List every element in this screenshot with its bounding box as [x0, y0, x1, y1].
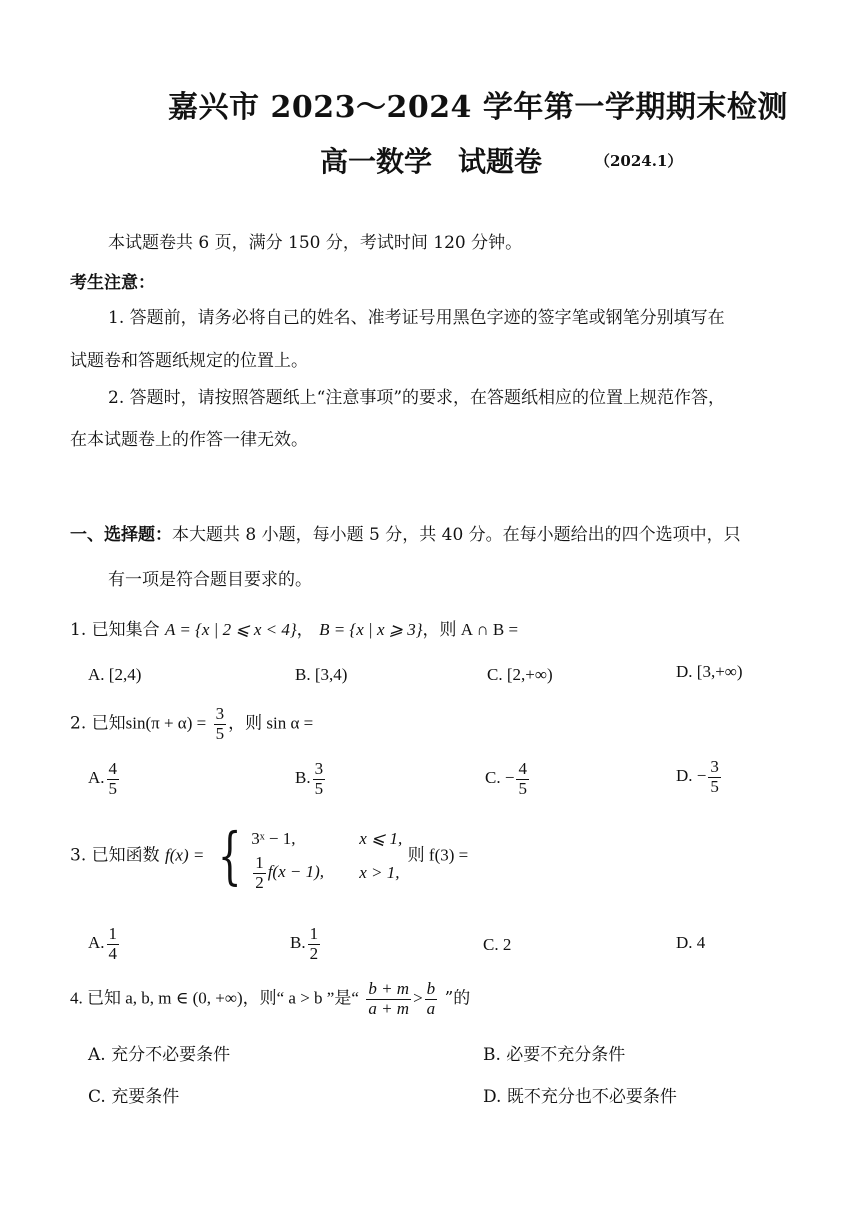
notice-item-1-line-1: 1. 答题前，请务必将自己的姓名、准考证号用黑色字迹的签字笔或钢笔分别填写在 [108, 308, 725, 328]
q4-option-b: B. 必要不充分条件 [483, 1045, 626, 1065]
q4-prefix: 4. 已知 a, b, m ∈ (0, +∞)，则“ a > b ”是“ [70, 988, 359, 1008]
q3-fx: f(x) = [165, 845, 205, 865]
q1-set-b: B = {x | x ⩾ 3} [319, 620, 423, 639]
q3-option-a: A. $\frac{1}{4}$ [88, 924, 118, 963]
paper-label: 试题卷 [458, 145, 543, 178]
q1-set-a: A = {x | 2 ⩽ x < 4} [165, 620, 297, 639]
notice-heading: 考生注意： [70, 273, 155, 293]
q3-piecewise: { 3ˣ − 1, x ⩽ 1, $\frac{1}{2}$ f(x − 1), x > 1, [217, 819, 403, 892]
q3-option-b: B. $\frac{1}{2}$ [290, 924, 319, 963]
q4-option-c: C. 充要条件 [88, 1087, 180, 1107]
q2-option-b: B. $\frac{3}{5}$ [295, 759, 324, 798]
notice-item-2-line-2: 在本试题卷上的作答一律无效。 [70, 430, 308, 450]
question-1 [70, 615, 518, 640]
q1-sep: ， [296, 620, 314, 640]
q4-suffix: ”的 [444, 988, 471, 1009]
q1-suffix: ，则 A ∩ B = [422, 620, 519, 639]
q2-suffix: ，则 sin α = [228, 713, 314, 733]
exam-title: 嘉兴市 2023～2024 学年第一学期期末检测 [168, 90, 788, 125]
q1-option-c: C. [2,+∞) [487, 665, 553, 684]
section-1-header [70, 520, 741, 545]
q3-suffix: 则 f(3) = [407, 845, 469, 865]
q2-option-d: D. − $\frac{3}{5}$ [676, 757, 719, 796]
q3-option-d: D. 4 [676, 933, 706, 952]
notice-item-1-line-2: 试题卷和答题纸规定的位置上。 [70, 351, 308, 371]
q2-lhs: sin(π + α) = [125, 713, 207, 733]
q4-option-d: D. 既不充分也不必要条件 [483, 1087, 677, 1107]
question-3 [70, 819, 469, 892]
q1-prefix: 1. 已知集合 [70, 620, 160, 640]
q4-gt: > [413, 988, 423, 1008]
q2-option-a: A. $\frac{4}{5}$ [88, 759, 118, 798]
q1-option-d: D. [3,+∞) [676, 662, 743, 681]
q3-option-c: C. 2 [483, 935, 512, 954]
question-2 [70, 705, 313, 743]
section-1-desc: 本大题共 8 小题，每小题 5 分，共 40 分。在每小题给出的四个选项中，只 [172, 525, 741, 545]
q4-option-a: A. 充分不必要条件 [88, 1045, 231, 1065]
q2-fraction: $\frac{3}{5}$ [215, 704, 225, 743]
subject-label: 高一数学 [320, 145, 433, 178]
section-1-desc-line-2: 有一项是符合题目要求的。 [108, 570, 312, 590]
question-4 [70, 980, 470, 1018]
q4-fraction-2: $\frac{b}{a}$ [426, 979, 436, 1018]
q3-prefix: 3. 已知函数 [70, 845, 160, 866]
exam-subtitle [320, 140, 542, 180]
q1-option-b: B. [3,4) [295, 665, 348, 684]
notice-item-2-line-1: 2. 答题时，请按照答题纸上“注意事项”的要求，在答题纸相应的位置上规范作答， [108, 388, 726, 408]
q2-option-c: C. − $\frac{4}{5}$ [485, 759, 527, 798]
exam-date: （2024.1） [595, 152, 683, 170]
intro-text: 本试题卷共 6 页，满分 150 分，考试时间 120 分钟。 [108, 233, 523, 253]
q4-fraction-1: $\frac{b + m}{a + m}$ [368, 979, 410, 1018]
section-1-label: 一、选择题： [70, 525, 172, 545]
q3-case-2-cond: x > 1, [359, 863, 400, 882]
q1-option-a: A. [2,4) [88, 665, 142, 684]
q3-case-1-cond: x ⩽ 1, [359, 829, 403, 848]
q3-case-2-expr: f(x − 1), [267, 861, 325, 881]
q3-case-1-expr: 3ˣ − 1, [251, 829, 296, 848]
q2-prefix: 2. 已知 [70, 713, 126, 734]
q3-brace: { [217, 819, 242, 892]
